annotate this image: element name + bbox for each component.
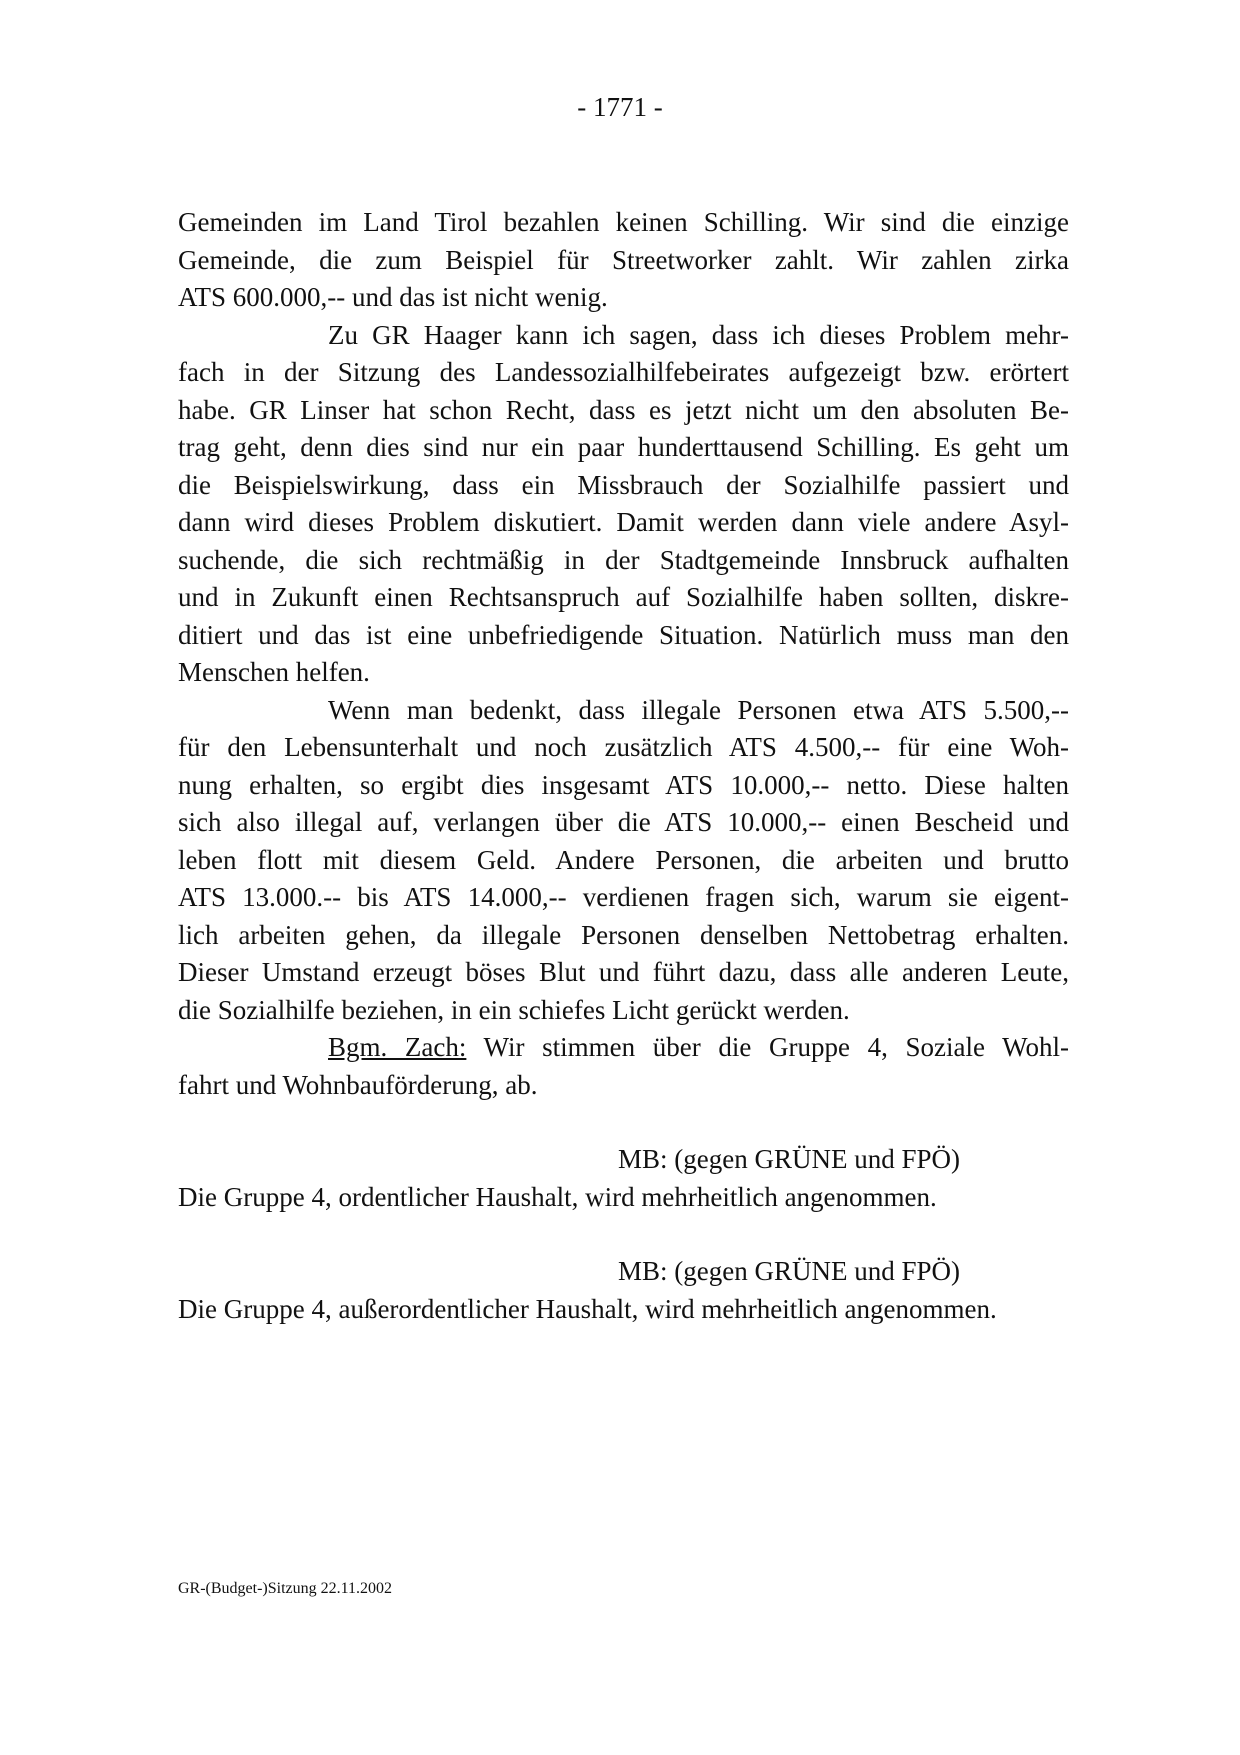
text-line: lich arbeiten gehen, da illegale Personen denselben Nettobetrag erhalten.: [178, 919, 1069, 950]
text-line: die Sozialhilfe beziehen, in ein schiefes Licht gerückt werden.: [178, 994, 850, 1025]
page-number: - 1771 -: [577, 92, 663, 122]
text-line: für den Lebensunterhalt und noch zusätzlich ATS 4.500,-- für eine Woh-: [178, 732, 1069, 762]
text-line: leben flott mit diesem Geld. Andere Personen, die arbeiten und brutto: [178, 844, 1069, 875]
page-footer: GR-(Budget-)Sitzung 22.11.2002: [178, 1580, 393, 1597]
vote-result: Die Gruppe 4, ordentlicher Haushalt, wird mehrheitlich angenommen.: [178, 1181, 937, 1212]
text-line: ditiert und das ist eine unbefriedigende Situation. Natürlich muss man den: [178, 619, 1069, 650]
text-line: fach in der Sitzung des Landessozialhilfebeirates aufgezeigt bzw. erörtert: [178, 357, 1069, 387]
document-body: [178, 204, 1069, 1328]
text-line: nung erhalten, so ergibt dies insgesamt ATS 10.000,-- netto. Diese halten: [178, 769, 1069, 800]
text-line: suchende, die sich rechtmäßig in der Stadtgemeinde Innsbruck aufhalten: [178, 544, 1069, 575]
vote-note: MB: (gegen GRÜNE und FPÖ): [618, 1256, 960, 1286]
vote-result: Die Gruppe 4, außerordentlicher Haushalt, wird mehrheitlich angenommen.: [178, 1293, 997, 1324]
text-line: fahrt und Wohnbauförderung, ab.: [178, 1069, 538, 1100]
text-line: habe. GR Linser hat schon Recht, dass es jetzt nicht um den absoluten Be-: [178, 394, 1069, 425]
text-line: Wenn man bedenkt, dass illegale Personen etwa ATS 5.500,--: [328, 694, 1069, 725]
text-line: Dieser Umstand erzeugt böses Blut und führt dazu, dass alle anderen Leute,: [178, 957, 1069, 987]
text-line: dann wird dieses Problem diskutiert. Damit werden dann viele andere Asyl-: [178, 507, 1069, 537]
spacer: [178, 1216, 1069, 1253]
vote-note: MB: (gegen GRÜNE und FPÖ): [618, 1144, 960, 1174]
text-line: die Beispielswirkung, dass ein Missbrauch der Sozialhilfe passiert und: [178, 469, 1069, 500]
text-line: ATS 600.000,-- und das ist nicht wenig.: [178, 282, 608, 312]
text-line: Gemeinden im Land Tirol bezahlen keinen Schilling. Wir sind die einzige: [178, 207, 1069, 237]
text-line: ATS 13.000.-- bis ATS 14.000,-- verdienen fragen sich, warum sie eigent-: [178, 882, 1069, 912]
text-line: Menschen helfen.: [178, 657, 370, 687]
speaker-text: Wir stimmen über die Gruppe 4, Soziale Wohl-: [466, 1032, 1069, 1062]
text-line: Zu GR Haager kann ich sagen, dass ich dieses Problem mehr-: [328, 319, 1069, 350]
text-line: Gemeinde, die zum Beispiel für Streetworker zahlt. Wir zahlen zirka: [178, 244, 1069, 275]
spacer: [178, 1104, 1069, 1141]
speaker-name: Bgm. Zach:: [328, 1032, 467, 1062]
speaker-line: [178, 1029, 1069, 1067]
text-line: sich also illegal auf, verlangen über die ATS 10.000,-- einen Bescheid und: [178, 807, 1069, 837]
text-line: trag geht, denn dies sind nur ein paar hunderttausend Schilling. Es geht um: [178, 432, 1069, 462]
text-line: und in Zukunft einen Rechtsanspruch auf Sozialhilfe haben sollten, diskre-: [178, 582, 1069, 612]
